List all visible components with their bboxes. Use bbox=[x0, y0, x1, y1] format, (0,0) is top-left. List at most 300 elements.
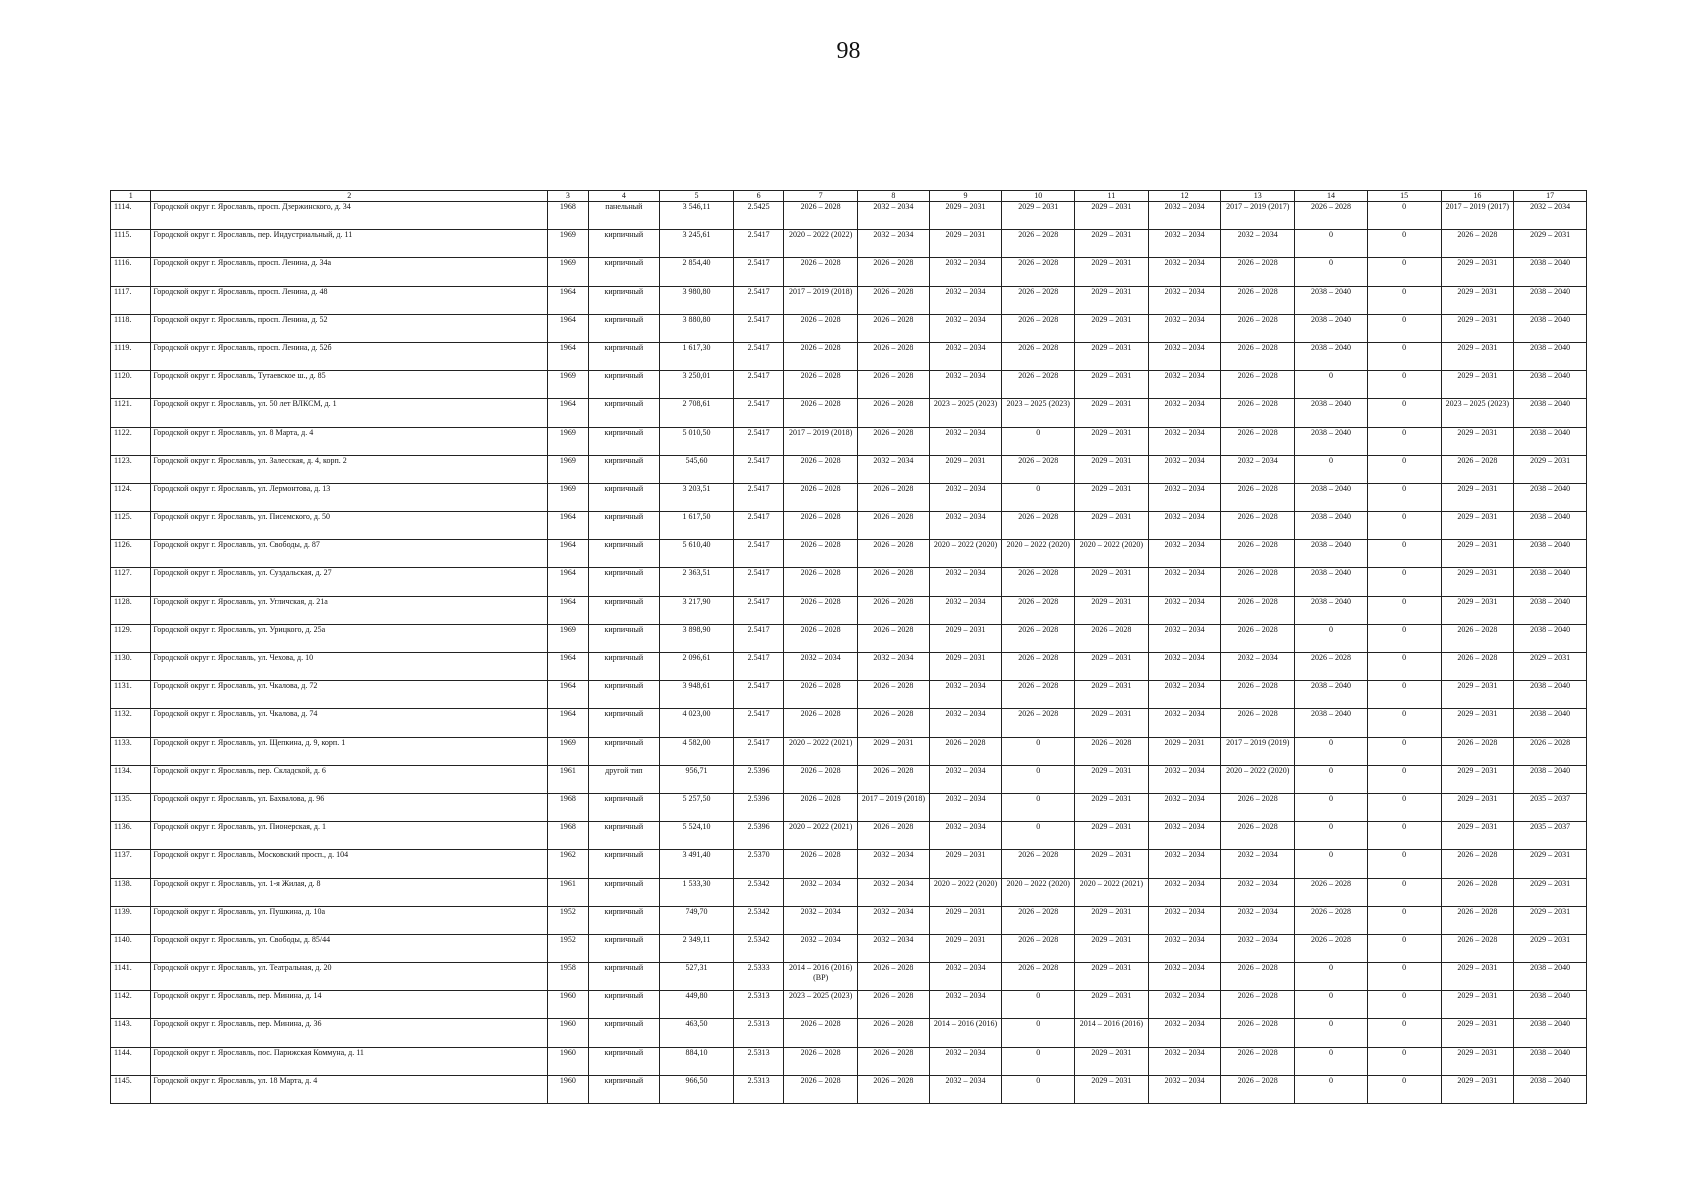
column-header-1: 1 bbox=[111, 191, 151, 202]
table-cell: 1961 bbox=[548, 878, 588, 906]
table-cell: 2029 – 2031 bbox=[1441, 1047, 1514, 1075]
table-cell: 2029 – 2031 bbox=[929, 455, 1002, 483]
column-header-15: 15 bbox=[1367, 191, 1441, 202]
table-cell: 0 bbox=[1367, 850, 1441, 878]
table-cell: 2038 – 2040 bbox=[1514, 540, 1587, 568]
table-cell: 2.5313 bbox=[733, 1075, 783, 1103]
table-cell: 0 bbox=[1295, 371, 1368, 399]
table-row bbox=[111, 230, 1587, 258]
table-cell: 2.5342 bbox=[733, 906, 783, 934]
table-cell: 2029 – 2031 bbox=[1441, 568, 1514, 596]
table-cell: 2032 – 2034 bbox=[858, 202, 930, 230]
row-number-cell: 1137. bbox=[111, 850, 151, 878]
table-cell: 0 bbox=[1295, 1047, 1368, 1075]
table-cell: 2.5370 bbox=[733, 850, 783, 878]
table-cell: 0 bbox=[1295, 822, 1368, 850]
table-cell: 2026 – 2028 bbox=[858, 568, 930, 596]
table-cell: 2026 – 2028 bbox=[784, 258, 858, 286]
table-cell: 1964 bbox=[548, 568, 588, 596]
table-cell: 0 bbox=[1367, 906, 1441, 934]
row-number-cell: 1119. bbox=[111, 342, 151, 370]
row-number-cell: 1128. bbox=[111, 596, 151, 624]
table-cell: 2 708,61 bbox=[660, 399, 734, 427]
table-cell: 0 bbox=[1367, 512, 1441, 540]
table-cell: 2026 – 2028 bbox=[1221, 822, 1295, 850]
table-cell: 749,70 bbox=[660, 906, 734, 934]
table-cell: 2038 – 2040 bbox=[1514, 709, 1587, 737]
table-cell: 2032 – 2034 bbox=[929, 314, 1002, 342]
table-row bbox=[111, 822, 1587, 850]
table-cell: 2026 – 2028 bbox=[784, 371, 858, 399]
table-cell: 2038 – 2040 bbox=[1514, 342, 1587, 370]
address-cell: Городской округ г. Ярославль, Московский просп., д. 104 bbox=[151, 850, 548, 878]
table-cell: 2032 – 2034 bbox=[1221, 230, 1295, 258]
table-cell: 2038 – 2040 bbox=[1514, 427, 1587, 455]
table-cell: 0 bbox=[1002, 822, 1075, 850]
table-cell: 0 bbox=[1002, 427, 1075, 455]
table-cell: 2026 – 2028 bbox=[858, 314, 930, 342]
table-cell: 2026 – 2028 bbox=[1002, 568, 1075, 596]
table-cell: 2029 – 2031 bbox=[1075, 483, 1149, 511]
table-cell: 2026 – 2028 bbox=[784, 624, 858, 652]
table-cell: 2.5417 bbox=[733, 709, 783, 737]
table-cell: 2026 – 2028 bbox=[858, 342, 930, 370]
address-cell: Городской округ г. Ярославль, пер. Индустриальный, д. 11 bbox=[151, 230, 548, 258]
address-cell: Городской округ г. Ярославль, ул. Щепкина, д. 9, корп. 1 bbox=[151, 737, 548, 765]
column-header-17: 17 bbox=[1514, 191, 1587, 202]
table-cell: 2038 – 2040 bbox=[1295, 681, 1368, 709]
table-cell: 2026 – 2028 bbox=[784, 1019, 858, 1047]
row-number-cell: 1138. bbox=[111, 878, 151, 906]
column-header-3: 3 bbox=[548, 191, 588, 202]
table-cell: 2026 – 2028 bbox=[1221, 1019, 1295, 1047]
table-cell: 0 bbox=[1295, 991, 1368, 1019]
table-cell: 2032 – 2034 bbox=[1148, 342, 1221, 370]
table-cell: 2.5333 bbox=[733, 963, 783, 991]
address-cell: Городской округ г. Ярославль, ул. Залесская, д. 4, корп. 2 bbox=[151, 455, 548, 483]
table-cell: 1969 bbox=[548, 371, 588, 399]
table-cell: 2026 – 2028 bbox=[784, 342, 858, 370]
table-cell: 2020 – 2022 (2020) bbox=[1002, 878, 1075, 906]
table-cell: 0 bbox=[1367, 653, 1441, 681]
table-cell: 2026 – 2028 bbox=[929, 737, 1002, 765]
table-cell: 2026 – 2028 bbox=[1441, 737, 1514, 765]
table-cell: 2038 – 2040 bbox=[1295, 483, 1368, 511]
table-cell: 2029 – 2031 bbox=[929, 850, 1002, 878]
table-cell: 2029 – 2031 bbox=[1075, 934, 1149, 962]
row-number-cell: 1120. bbox=[111, 371, 151, 399]
table-cell: 2038 – 2040 bbox=[1295, 399, 1368, 427]
table-cell: 2.5417 bbox=[733, 737, 783, 765]
table-cell: 2026 – 2028 bbox=[858, 286, 930, 314]
table-cell: 2026 – 2028 bbox=[1221, 427, 1295, 455]
table-row bbox=[111, 258, 1587, 286]
row-number-cell: 1115. bbox=[111, 230, 151, 258]
address-cell: Городской округ г. Ярославль, ул. Чкалова, д. 72 bbox=[151, 681, 548, 709]
table-row bbox=[111, 991, 1587, 1019]
table-cell: 2.5342 bbox=[733, 934, 783, 962]
table-cell: 2029 – 2031 bbox=[1075, 709, 1149, 737]
table-cell: 2026 – 2028 bbox=[784, 314, 858, 342]
table-cell: 2020 – 2022 (2021) bbox=[784, 737, 858, 765]
table-cell: 2032 – 2034 bbox=[1148, 991, 1221, 1019]
row-number-cell: 1143. bbox=[111, 1019, 151, 1047]
table-cell: 2038 – 2040 bbox=[1514, 258, 1587, 286]
table-cell: 2.5417 bbox=[733, 399, 783, 427]
table-cell: 2.5313 bbox=[733, 1019, 783, 1047]
table-cell: 2026 – 2028 bbox=[784, 399, 858, 427]
table-cell: 2029 – 2031 bbox=[1075, 850, 1149, 878]
table-cell: 1958 bbox=[548, 963, 588, 991]
table-cell: 2.5417 bbox=[733, 455, 783, 483]
table-cell: 0 bbox=[1002, 793, 1075, 821]
table-cell: кирпичный bbox=[588, 934, 660, 962]
table-cell: 2032 – 2034 bbox=[1148, 653, 1221, 681]
column-header-5: 5 bbox=[660, 191, 734, 202]
table-cell: 2038 – 2040 bbox=[1514, 991, 1587, 1019]
table-cell: 2032 – 2034 bbox=[1148, 822, 1221, 850]
table-cell: 2026 – 2028 bbox=[1221, 314, 1295, 342]
table-cell: кирпичный bbox=[588, 371, 660, 399]
table-cell: кирпичный bbox=[588, 709, 660, 737]
table-cell: 2026 – 2028 bbox=[1295, 878, 1368, 906]
table-cell: 2038 – 2040 bbox=[1295, 540, 1368, 568]
table-cell: кирпичный bbox=[588, 1075, 660, 1103]
table-cell: 2035 – 2037 bbox=[1514, 822, 1587, 850]
table-cell: 2026 – 2028 bbox=[1002, 371, 1075, 399]
table-cell: 2032 – 2034 bbox=[929, 258, 1002, 286]
table-cell: 2029 – 2031 bbox=[858, 737, 930, 765]
table-cell: 2029 – 2031 bbox=[1075, 258, 1149, 286]
table-cell: 2032 – 2034 bbox=[858, 878, 930, 906]
table-cell: 0 bbox=[1002, 483, 1075, 511]
table-cell: 2.5417 bbox=[733, 512, 783, 540]
row-number-cell: 1129. bbox=[111, 624, 151, 652]
table-row bbox=[111, 342, 1587, 370]
table-cell: 5 010,50 bbox=[660, 427, 734, 455]
table-cell: 2026 – 2028 bbox=[1441, 850, 1514, 878]
address-cell: Городской округ г. Ярославль, ул. Свободы, д. 87 bbox=[151, 540, 548, 568]
table-row bbox=[111, 963, 1587, 991]
table-cell: 2026 – 2028 bbox=[1221, 342, 1295, 370]
table-cell: 2023 – 2025 (2023) bbox=[1441, 399, 1514, 427]
table-cell: 449,80 bbox=[660, 991, 734, 1019]
table-cell: 2032 – 2034 bbox=[1148, 314, 1221, 342]
table-cell: 2.5417 bbox=[733, 286, 783, 314]
table-cell: 2038 – 2040 bbox=[1295, 427, 1368, 455]
address-cell: Городской округ г. Ярославль, ул. 1-я Жилая, д. 8 bbox=[151, 878, 548, 906]
table-cell: 2026 – 2028 bbox=[1221, 596, 1295, 624]
table-cell: 2026 – 2028 bbox=[1075, 624, 1149, 652]
table-cell: кирпичный bbox=[588, 1019, 660, 1047]
table-cell: 2032 – 2034 bbox=[858, 653, 930, 681]
table-cell: 3 491,40 bbox=[660, 850, 734, 878]
table-cell: 2032 – 2034 bbox=[858, 850, 930, 878]
table-cell: 2017 – 2019 (2017) bbox=[1221, 202, 1295, 230]
table-cell: 3 250,01 bbox=[660, 371, 734, 399]
table-cell: 2029 – 2031 bbox=[1441, 258, 1514, 286]
table-cell: 2026 – 2028 bbox=[1002, 709, 1075, 737]
table-cell: кирпичный bbox=[588, 963, 660, 991]
table-cell: 2026 – 2028 bbox=[1002, 653, 1075, 681]
table-cell: 2014 – 2016 (2016) (ВР) bbox=[784, 963, 858, 991]
table-cell: 2029 – 2031 bbox=[1441, 963, 1514, 991]
table-cell: 2038 – 2040 bbox=[1295, 342, 1368, 370]
table-cell: 2029 – 2031 bbox=[1075, 822, 1149, 850]
table-cell: 2038 – 2040 bbox=[1514, 624, 1587, 652]
table-cell: 2026 – 2028 bbox=[1002, 596, 1075, 624]
table-cell: 1960 bbox=[548, 1075, 588, 1103]
table-cell: 2029 – 2031 bbox=[929, 653, 1002, 681]
table-cell: 2026 – 2028 bbox=[1002, 455, 1075, 483]
table-cell: 2 096,61 bbox=[660, 653, 734, 681]
table-cell: 2038 – 2040 bbox=[1514, 765, 1587, 793]
table-cell: 2032 – 2034 bbox=[1148, 793, 1221, 821]
table-cell: 2032 – 2034 bbox=[1148, 596, 1221, 624]
table-cell: 1964 bbox=[548, 709, 588, 737]
table-row bbox=[111, 906, 1587, 934]
table-cell: 0 bbox=[1295, 963, 1368, 991]
table-cell: 2026 – 2028 bbox=[1002, 906, 1075, 934]
table-cell: 0 bbox=[1367, 427, 1441, 455]
table-cell: 2026 – 2028 bbox=[1441, 624, 1514, 652]
table-cell: 2029 – 2031 bbox=[1441, 793, 1514, 821]
table-cell: 0 bbox=[1367, 596, 1441, 624]
table-cell: 2038 – 2040 bbox=[1295, 709, 1368, 737]
table-cell: 0 bbox=[1367, 399, 1441, 427]
table-cell: 1952 bbox=[548, 934, 588, 962]
table-row bbox=[111, 596, 1587, 624]
table-cell: 2032 – 2034 bbox=[1148, 540, 1221, 568]
column-header-8: 8 bbox=[858, 191, 930, 202]
table-cell: 2038 – 2040 bbox=[1514, 371, 1587, 399]
table-cell: 2032 – 2034 bbox=[929, 371, 1002, 399]
table-cell: 2029 – 2031 bbox=[1441, 709, 1514, 737]
table-cell: 2026 – 2028 bbox=[1221, 624, 1295, 652]
table-cell: 2029 – 2031 bbox=[1075, 286, 1149, 314]
table-cell: 0 bbox=[1367, 483, 1441, 511]
table-cell: 2.5417 bbox=[733, 653, 783, 681]
table-cell: 2026 – 2028 bbox=[858, 1019, 930, 1047]
table-cell: 2026 – 2028 bbox=[784, 540, 858, 568]
table-cell: 2032 – 2034 bbox=[1221, 878, 1295, 906]
row-number-cell: 1145. bbox=[111, 1075, 151, 1103]
table-cell: 2029 – 2031 bbox=[1441, 765, 1514, 793]
table-cell: 2029 – 2031 bbox=[1075, 427, 1149, 455]
table-cell: 2.5417 bbox=[733, 483, 783, 511]
table-cell: 2029 – 2031 bbox=[1514, 878, 1587, 906]
table-cell: 2026 – 2028 bbox=[858, 822, 930, 850]
column-header-6: 6 bbox=[733, 191, 783, 202]
table-cell: 2029 – 2031 bbox=[1075, 371, 1149, 399]
table-cell: 5 524,10 bbox=[660, 822, 734, 850]
table-cell: 0 bbox=[1367, 1019, 1441, 1047]
table-cell: 2026 – 2028 bbox=[1221, 1047, 1295, 1075]
table-cell: 2029 – 2031 bbox=[929, 906, 1002, 934]
table-cell: 2032 – 2034 bbox=[1148, 455, 1221, 483]
table-cell: 2.5417 bbox=[733, 314, 783, 342]
table-cell: 2038 – 2040 bbox=[1295, 512, 1368, 540]
table-cell: 0 bbox=[1367, 822, 1441, 850]
table-cell: 2026 – 2028 bbox=[1441, 878, 1514, 906]
table-cell: 2026 – 2028 bbox=[1002, 963, 1075, 991]
table-cell: 2020 – 2022 (2020) bbox=[1221, 765, 1295, 793]
table-cell: 2020 – 2022 (2020) bbox=[1075, 540, 1149, 568]
table-cell: 2.5417 bbox=[733, 540, 783, 568]
table-cell: 2029 – 2031 bbox=[1075, 568, 1149, 596]
table-cell: 2020 – 2022 (2021) bbox=[784, 822, 858, 850]
address-cell: Городской округ г. Ярославль, пер. Минина, д. 36 bbox=[151, 1019, 548, 1047]
table-cell: 2038 – 2040 bbox=[1514, 681, 1587, 709]
table-cell: 2032 – 2034 bbox=[1148, 568, 1221, 596]
table-cell: 2032 – 2034 bbox=[1221, 906, 1295, 934]
table-cell: 2032 – 2034 bbox=[1148, 1047, 1221, 1075]
table-cell: 2026 – 2028 bbox=[1221, 258, 1295, 286]
table-header bbox=[111, 191, 1587, 202]
table-cell: 1968 bbox=[548, 822, 588, 850]
table-cell: 1969 bbox=[548, 737, 588, 765]
table-cell: 5 257,50 bbox=[660, 793, 734, 821]
table-cell: 2029 – 2031 bbox=[1514, 906, 1587, 934]
table-cell: 2032 – 2034 bbox=[929, 793, 1002, 821]
table-cell: 2032 – 2034 bbox=[1148, 286, 1221, 314]
table-cell: 2029 – 2031 bbox=[1075, 906, 1149, 934]
table-row bbox=[111, 681, 1587, 709]
housing-repair-schedule-table bbox=[110, 190, 1587, 1104]
table-cell: 2026 – 2028 bbox=[1221, 568, 1295, 596]
address-cell: Городской округ г. Ярославль, ул. Бахвалова, д. 96 bbox=[151, 793, 548, 821]
table-cell: 2 854,40 bbox=[660, 258, 734, 286]
address-cell: Городской округ г. Ярославль, просп. Ленина, д. 34а bbox=[151, 258, 548, 286]
table-cell: 2032 – 2034 bbox=[929, 765, 1002, 793]
table-cell: 2026 – 2028 bbox=[1002, 258, 1075, 286]
table-cell: 2.5417 bbox=[733, 342, 783, 370]
table-cell: 2029 – 2031 bbox=[1075, 1075, 1149, 1103]
table-cell: 2026 – 2028 bbox=[858, 371, 930, 399]
table-cell: 2026 – 2028 bbox=[1002, 230, 1075, 258]
address-cell: Городской округ г. Ярославль, ул. Писемского, д. 50 bbox=[151, 512, 548, 540]
row-number-cell: 1114. bbox=[111, 202, 151, 230]
table-cell: 2026 – 2028 bbox=[858, 991, 930, 1019]
table-cell: 2032 – 2034 bbox=[784, 934, 858, 962]
table-cell: 3 880,80 bbox=[660, 314, 734, 342]
table-cell: 2026 – 2028 bbox=[784, 596, 858, 624]
table-cell: 3 245,61 bbox=[660, 230, 734, 258]
table-cell: 1964 bbox=[548, 342, 588, 370]
table-cell: 0 bbox=[1295, 850, 1368, 878]
address-cell: Городской округ г. Ярославль, ул. 18 Марта, д. 4 bbox=[151, 1075, 548, 1103]
table-cell: 1961 bbox=[548, 765, 588, 793]
table-cell: кирпичный bbox=[588, 427, 660, 455]
housing-table-container bbox=[110, 190, 1587, 1104]
table-cell: 0 bbox=[1367, 709, 1441, 737]
table-cell: 1964 bbox=[548, 314, 588, 342]
table-cell: 2032 – 2034 bbox=[1221, 934, 1295, 962]
table-cell: 2026 – 2028 bbox=[1295, 202, 1368, 230]
row-number-cell: 1140. bbox=[111, 934, 151, 962]
table-cell: 2026 – 2028 bbox=[858, 1075, 930, 1103]
table-cell: 0 bbox=[1367, 793, 1441, 821]
table-cell: 0 bbox=[1367, 624, 1441, 652]
table-cell: кирпичный bbox=[588, 258, 660, 286]
table-cell: 2038 – 2040 bbox=[1514, 1075, 1587, 1103]
table-cell: 2020 – 2022 (2020) bbox=[1002, 540, 1075, 568]
row-number-cell: 1135. bbox=[111, 793, 151, 821]
page-number: 98 bbox=[836, 38, 861, 64]
table-cell: 2032 – 2034 bbox=[784, 906, 858, 934]
table-cell: 2032 – 2034 bbox=[1148, 483, 1221, 511]
table-cell: 0 bbox=[1367, 1075, 1441, 1103]
table-cell: 2026 – 2028 bbox=[784, 850, 858, 878]
table-cell: 2026 – 2028 bbox=[858, 258, 930, 286]
table-cell: 2029 – 2031 bbox=[1441, 596, 1514, 624]
table-cell: 2014 – 2016 (2016) bbox=[929, 1019, 1002, 1047]
table-row bbox=[111, 1019, 1587, 1047]
column-header-13: 13 bbox=[1221, 191, 1295, 202]
table-cell: 2026 – 2028 bbox=[1221, 681, 1295, 709]
table-cell: 0 bbox=[1367, 314, 1441, 342]
column-header-4: 4 bbox=[588, 191, 660, 202]
table-cell: 2.5396 bbox=[733, 822, 783, 850]
table-cell: 2029 – 2031 bbox=[1075, 512, 1149, 540]
table-cell: 2035 – 2037 bbox=[1514, 793, 1587, 821]
table-cell: 2.5417 bbox=[733, 427, 783, 455]
column-header-16: 16 bbox=[1441, 191, 1514, 202]
table-cell: кирпичный bbox=[588, 793, 660, 821]
table-cell: 0 bbox=[1295, 230, 1368, 258]
table-row bbox=[111, 202, 1587, 230]
table-cell: кирпичный bbox=[588, 737, 660, 765]
table-cell: панельный bbox=[588, 202, 660, 230]
table-cell: 2038 – 2040 bbox=[1295, 286, 1368, 314]
column-header-10: 10 bbox=[1002, 191, 1075, 202]
table-cell: 2026 – 2028 bbox=[858, 709, 930, 737]
table-cell: 2029 – 2031 bbox=[929, 934, 1002, 962]
table-cell: 2029 – 2031 bbox=[1075, 342, 1149, 370]
row-number-cell: 1122. bbox=[111, 427, 151, 455]
table-cell: кирпичный bbox=[588, 906, 660, 934]
row-number-cell: 1117. bbox=[111, 286, 151, 314]
table-cell: 2026 – 2028 bbox=[1221, 963, 1295, 991]
table-cell: 1 617,50 bbox=[660, 512, 734, 540]
table-cell: 2026 – 2028 bbox=[858, 540, 930, 568]
table-cell: 2026 – 2028 bbox=[858, 624, 930, 652]
table-cell: кирпичный bbox=[588, 512, 660, 540]
table-cell: 2032 – 2034 bbox=[1148, 934, 1221, 962]
table-cell: кирпичный bbox=[588, 455, 660, 483]
table-cell: 3 546,11 bbox=[660, 202, 734, 230]
row-number-cell: 1141. bbox=[111, 963, 151, 991]
table-row bbox=[111, 878, 1587, 906]
table-cell: 2026 – 2028 bbox=[858, 483, 930, 511]
table-cell: 2029 – 2031 bbox=[929, 624, 1002, 652]
table-cell: 2026 – 2028 bbox=[1295, 934, 1368, 962]
row-number-cell: 1127. bbox=[111, 568, 151, 596]
table-cell: 2032 – 2034 bbox=[1221, 850, 1295, 878]
table-cell: 2029 – 2031 bbox=[1441, 540, 1514, 568]
table-cell: 0 bbox=[1295, 624, 1368, 652]
column-header-2: 2 bbox=[151, 191, 548, 202]
table-row bbox=[111, 737, 1587, 765]
table-row bbox=[111, 850, 1587, 878]
table-cell: 2026 – 2028 bbox=[784, 568, 858, 596]
table-cell: 2032 – 2034 bbox=[929, 342, 1002, 370]
table-cell: 0 bbox=[1002, 737, 1075, 765]
table-cell: 2026 – 2028 bbox=[1002, 286, 1075, 314]
table-cell: 2032 – 2034 bbox=[858, 230, 930, 258]
table-cell: 2.5417 bbox=[733, 371, 783, 399]
table-cell: 2029 – 2031 bbox=[1514, 230, 1587, 258]
